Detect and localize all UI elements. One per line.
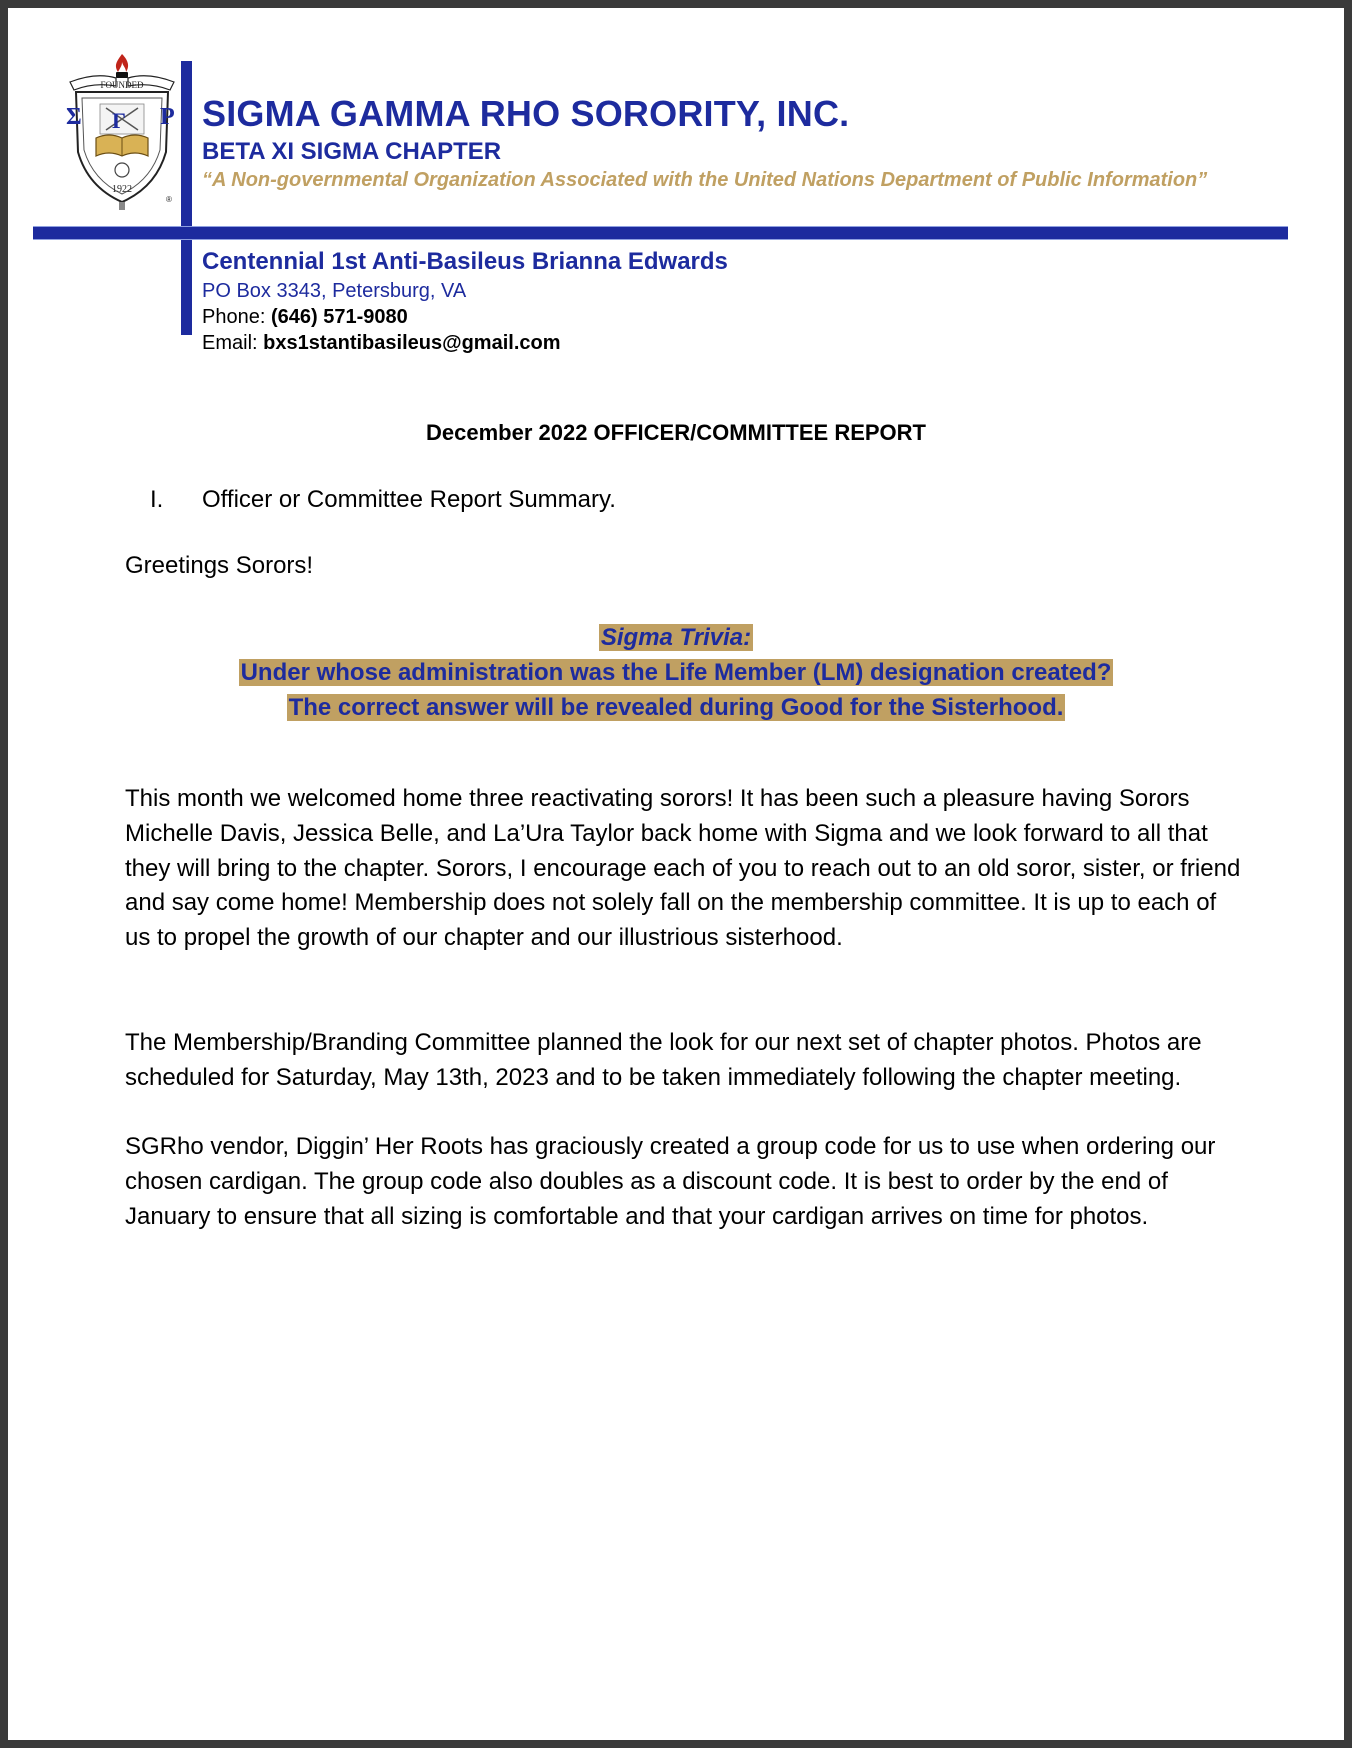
phone-number: (646) 571-9080 xyxy=(270,306,408,328)
trivia-note: The correct answer will be revealed during Good for the Sisterhood. xyxy=(288,694,1064,721)
crest-letter-rho: Ρ xyxy=(160,104,175,130)
officer-name: Centennial 1st Anti-Basileus Brianna Edwards xyxy=(202,248,728,275)
trivia-heading: Sigma Trivia: xyxy=(600,624,752,651)
section-heading xyxy=(150,486,616,514)
document-page xyxy=(8,8,1344,1740)
letterhead-vertical-bar xyxy=(181,61,192,335)
body-paragraph-1: This month we welcomed home three reactivating sorors! It has been such a pleasure having Sorors Michelle Davis, Jessica Belle, and La’Ura Taylor back home with Sigma and we look forward to all that they will bring to the chapter. Sorors, I encourage each of you to reach out to an old soror, sister, or friend and say come home! Membership does not solely fall on the membership committee. It is up to each of us to propel the growth of our chapter and our illustrious sisterhood. xyxy=(125,785,1241,952)
officer-address: PO Box 3343, Petersburg, VA xyxy=(202,280,467,302)
crest-letter-gamma: Γ xyxy=(112,108,126,133)
letterhead-horizontal-bar xyxy=(33,226,1288,240)
phone-label: Phone: xyxy=(202,306,271,328)
section-number: I. xyxy=(150,486,164,513)
organization-tagline: “A Non-governmental Organization Associated with the United Nations Department of Public Information” xyxy=(202,169,1208,191)
crest-year-text: 1922 xyxy=(112,184,132,195)
chapter-name: BETA XI SIGMA CHAPTER xyxy=(202,138,502,165)
officer-phone xyxy=(202,306,408,329)
sorority-crest-logo xyxy=(56,52,188,212)
trivia-block xyxy=(8,620,1344,725)
crest-founded-text: FOUNDED xyxy=(100,80,144,90)
email-address: bxs1stantibasileus@gmail.com xyxy=(263,332,561,354)
body-paragraph-2: The Membership/Branding Committee planned the look for our next set of chapter photos. Photos are scheduled for Saturday, May 13th, 2023 and to be taken immediately following the chapter meeting. xyxy=(125,1029,1202,1091)
trivia-question: Under whose administration was the Life Member (LM) designation created? xyxy=(240,659,1112,686)
officer-email xyxy=(202,332,561,355)
registered-mark: ® xyxy=(166,195,172,204)
report-title: December 2022 OFFICER/COMMITTEE REPORT xyxy=(426,420,926,445)
organization-name: SIGMA GAMMA RHO SORORITY, INC. xyxy=(202,93,850,134)
greeting: Greetings Sorors! xyxy=(125,552,314,579)
crest-letter-sigma: Σ xyxy=(66,104,82,130)
email-label: Email: xyxy=(202,332,264,354)
section-title: Officer or Committee Report Summary. xyxy=(202,486,616,513)
body-paragraph-3: SGRho vendor, Diggin’ Her Roots has graciously created a group code for us to use when ordering our chosen cardigan. The group code also doubles as a discount code. It is best to order by the end of January to ensure that all sizing is comfortable and that your cardigan arrives on time for photos. xyxy=(125,1133,1216,1230)
